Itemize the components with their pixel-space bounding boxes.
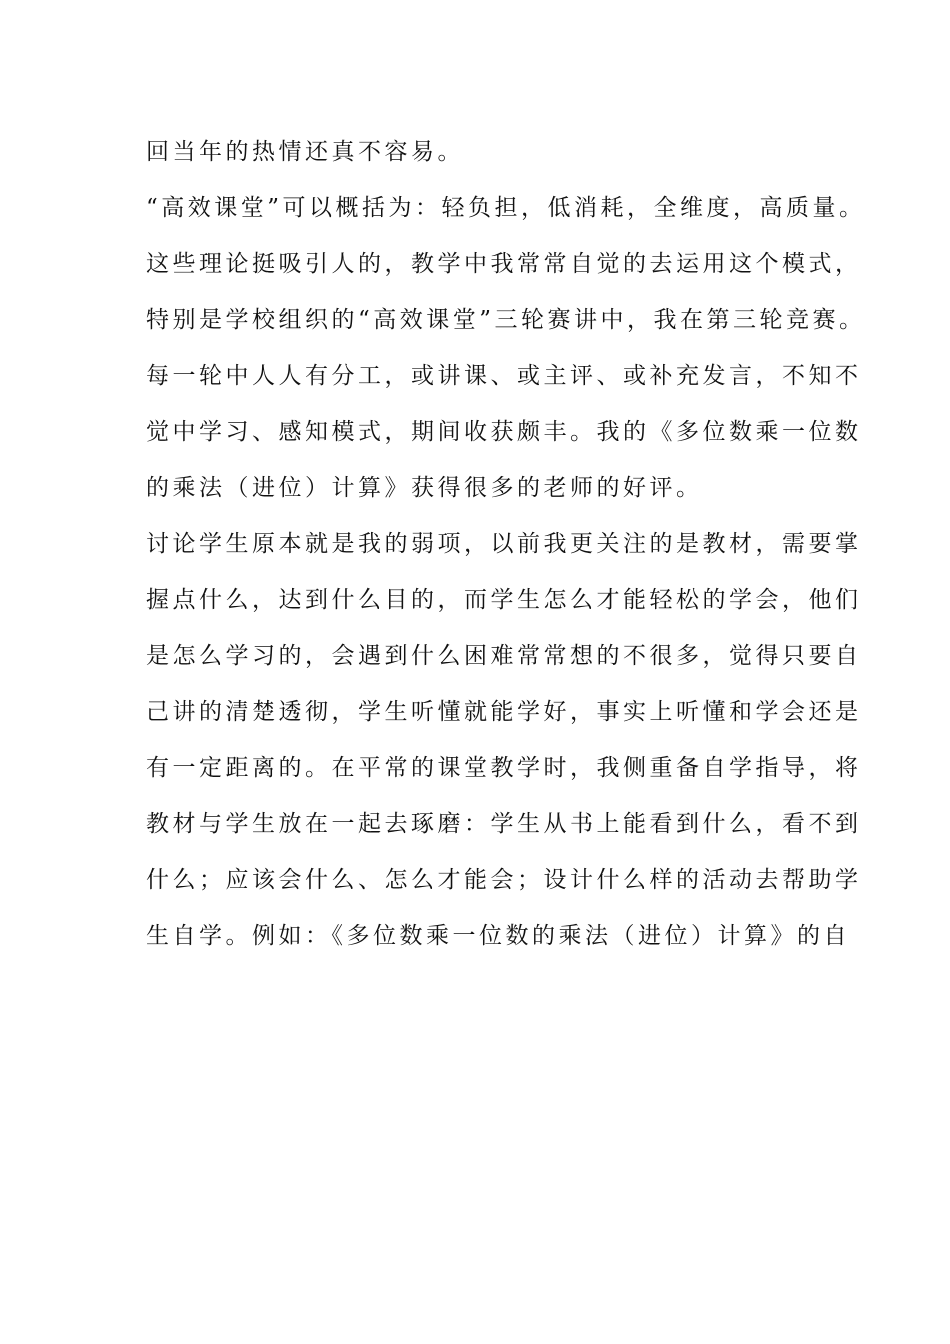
text-line: 每一轮中人人有分工，或讲课、或主评、或补充发言，不知不 — [146, 363, 862, 389]
text-line: 这些理论挺吸引人的，教学中我常常自觉的去运用这个模式， — [146, 251, 862, 277]
text-line: 讨论学生原本就是我的弱项，以前我更关注的是教材，需要掌 — [146, 531, 862, 557]
text-line: 特别是学校组织的“高效课堂”三轮赛讲中，我在第三轮竞赛。 — [146, 307, 866, 333]
text-line: “高效课堂”可以概括为：轻负担，低消耗，全维度，高质量。 — [146, 195, 866, 221]
text-line: 觉中学习、感知模式，期间收获颇丰。我的《多位数乘一位数 — [146, 419, 862, 445]
text-line: 生自学。例如：《多位数乘一位数的乘法（进位）计算》的自 — [146, 923, 850, 949]
document-body — [146, 132, 866, 972]
text-line: 的乘法（进位）计算》获得很多的老师的好评。 — [146, 475, 703, 501]
text-line: 握点什么，达到什么目的，而学生怎么才能轻松的学会，他们 — [146, 587, 862, 613]
text-line: 有一定距离的。在平常的课堂教学时，我侧重备自学指导，将 — [146, 755, 862, 781]
text-line: 回当年的热情还真不容易。 — [146, 139, 464, 165]
text-line: 己讲的清楚透彻，学生听懂就能学好，事实上听懂和学会还是 — [146, 699, 862, 725]
text-line: 什么；应该会什么、怎么才能会；设计什么样的活动去帮助学 — [146, 867, 862, 893]
text-line: 教材与学生放在一起去琢磨：学生从书上能看到什么，看不到 — [146, 811, 862, 837]
text-line: 是怎么学习的，会遇到什么困难常常想的不很多，觉得只要自 — [146, 643, 862, 669]
